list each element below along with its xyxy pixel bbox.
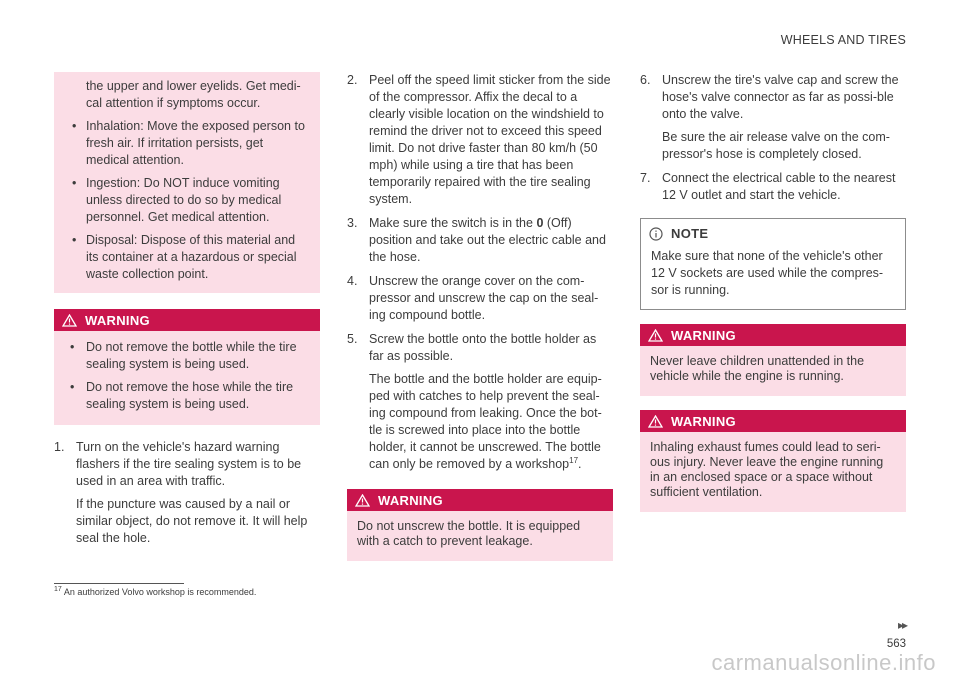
warning-header [347,489,613,511]
footnote-number: 17 [54,586,62,593]
next-page-arrows-icon[interactable]: ▸▸ [897,618,906,632]
step-number: 7. [640,171,651,185]
step-2 [347,72,613,208]
step-number: 6. [640,73,651,87]
warning-header [640,324,906,346]
footnote-text: An authorized Volvo workshop is recommended. [63,587,257,597]
warning-triangle-icon [648,415,663,428]
footnote-rule [54,583,184,584]
warning-title: WARNING [378,492,443,508]
warning-body: Never leave children unattended in the vehicle while the engine is running. [640,346,906,396]
info-circle-icon [649,227,663,241]
warning-box-exhaust [640,410,906,512]
warning-header [640,410,906,432]
warning-title: WARNING [671,413,736,429]
step-7 [640,170,906,204]
step-text: Unscrew the orange cover on the com-pressor and unscrew the cap on the seal-ing compound bottle. [369,274,599,322]
step-text: Peel off the speed limit sticker from the side of the compressor. Affix the decal to a clearly visible location on the windshield to remind the driver not to exceed this speed limit. Do not drive faster than 80 km/h (50 mph) while using a tire that has been temporarily repaired with the tire sealing system. [369,73,611,206]
step-text [369,215,613,266]
bullet-disposal: • Disposal: Dispose of this material and its container at a hazardous or special waste collection point. [66,232,308,283]
warning-body [54,331,320,425]
bullet-ingestion: • Ingestion: Do NOT induce vomiting unless directed to do so by medical personnel. Get medical attention. [66,175,308,226]
step-subtext: If the puncture was caused by a nail or similar object, do not remove it. It will help seal the hole. [76,497,308,545]
step-text: Turn on the vehicle's hazard warning flashers if the tire sealing system is to be used in an area with traffic. [76,440,302,488]
continued-text: the upper and lower eyelids. Get medi-cal attention if symptoms occur. [86,79,301,110]
warning-triangle-icon [62,314,77,327]
step-subtext [369,371,613,473]
column-2 [347,72,613,561]
warning-title: WARNING [671,327,736,343]
footnote [54,587,256,598]
step-6 [640,72,906,163]
step-text: Connect the electrical cable to the nearest 12 V outlet and start the vehicle. [662,171,896,202]
step-number: 4. [347,274,358,288]
column-3 [640,72,906,512]
step-number: 5. [347,332,358,346]
step-subtext-body: The bottle and the bottle holder are equip-ped with catches to help prevent the seal-ing compound from leaking. Once the bot-tle is screwed into place into the bottle holder, it cannot be unscrewed. The bottle can only be removed by a workshop [369,372,602,471]
note-header [641,219,905,246]
warning-box-bottle-hose [54,309,320,425]
warning-triangle-icon [355,494,370,507]
step-5 [347,331,613,473]
footnote-ref: 17 [569,455,579,465]
warning-title: WARNING [85,312,150,328]
warning-body: Inhaling exhaust fumes could lead to seri-ous injury. Never leave the engine running in an enclosed space or a space without sufficient ventilation. [640,432,906,512]
watermark: carmanualsonline.info [711,650,936,675]
step-number: 1. [54,440,65,454]
step-3 [347,215,613,266]
step-text: Unscrew the tire's valve cap and screw the hose's valve connector as far as possi-ble onto the valve. [662,73,899,121]
step-number: 3. [347,216,358,230]
note-body: Make sure that none of the vehicle's other 12 V sockets are used while the compres-sor is running. [651,249,884,297]
step-number: 2. [347,73,358,87]
step-text-post: (Off) position and take out the electric cable and the hose. [369,216,606,264]
bullet-inhalation: • Inhalation: Move the exposed person to fresh air. If irritation persists, get medical attention. [66,118,308,169]
warning-box-unscrew-bottle [347,489,613,561]
warning-body: Do not unscrew the bottle. It is equipped with a catch to prevent leakage. [347,511,613,561]
hazard-info-box [54,72,320,293]
step-text: Screw the bottle onto the bottle holder as far as possible. [369,332,597,363]
step-subtext: Be sure the air release valve on the com-pressor's hose is completely closed. [662,130,890,161]
column-1 [54,72,320,554]
note-box [640,218,906,310]
warning-bullet: • Do not remove the hose while the tire sealing system is being used. [64,379,310,413]
step-4 [347,273,613,324]
page-number: 563 [886,638,906,650]
note-title: NOTE [671,226,709,241]
section-header: WHEELS AND TIRES [780,33,906,47]
switch-off-symbol: 0 [536,216,544,230]
warning-bullet: • Do not remove the bottle while the tire sealing system is being used. [64,339,310,373]
warning-triangle-icon [648,329,663,342]
warning-box-children [640,324,906,396]
step-1 [54,439,320,547]
step-subtext-end: . [578,457,582,471]
warning-header [54,309,320,331]
step-text-pre: Make sure the switch is in the [369,216,537,230]
